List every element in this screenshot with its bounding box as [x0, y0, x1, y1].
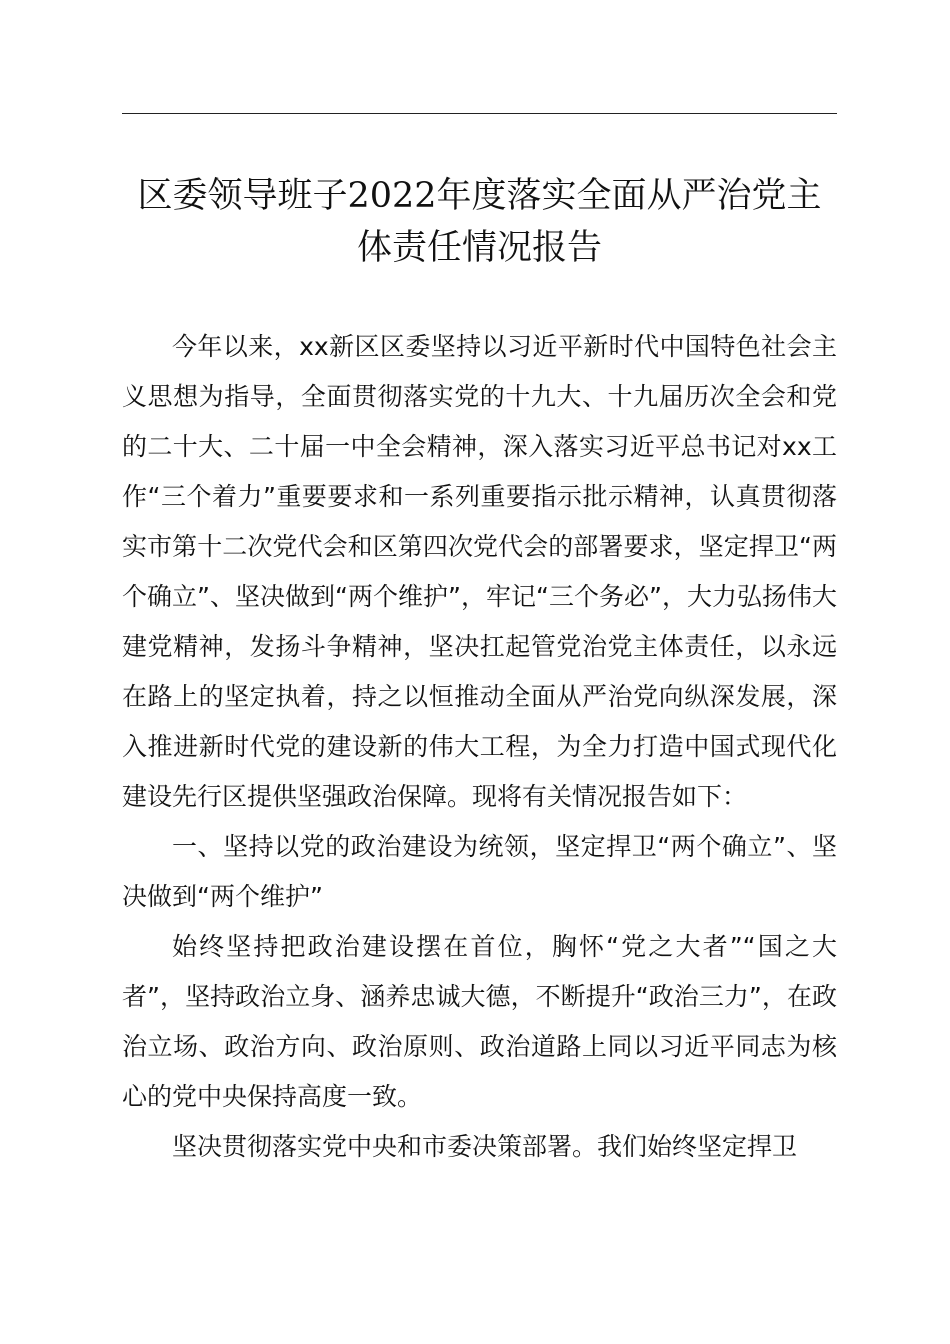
paragraph-political-building: 始终坚持把政治建设摆在首位，胸怀“党之大者”“国之大者”，坚持政治立身、涵养忠诚大德，不断提升“政治三力”，在政治立场、政治方向、政治原则、政治道路上同以习近平同志为核心的党中央保持高度一致。 [122, 932, 837, 1111]
document-body [122, 322, 837, 1172]
header-rule [122, 113, 837, 114]
document-title [122, 170, 837, 274]
title-line-1: 区委领导班子2022年度落实全面从严治党主 [137, 176, 822, 216]
section-heading-1: 一、坚持以党的政治建设为统领，坚定捍卫“两个确立”、坚决做到“两个维护” [122, 832, 837, 911]
paragraph-implementation: 坚决贯彻落实党中央和市委决策部署。我们始终坚定捍卫 [172, 1132, 798, 1161]
title-line-2: 体责任情况报告 [356, 228, 602, 268]
paragraph-intro: 今年以来，xx新区区委坚持以习近平新时代中国特色社会主义思想为指导，全面贯彻落实党的十九大、十九届历次全会和党的二十大、二十届一中全会精神，深入落实习近平总书记对xx工作“三个着力”重要要求和一系列重要指示批示精神，认真贯彻落实市第十二次党代会和区第四次党代会的部署要求，坚定捍卫“两个确立”、坚决做到“两个维护”，牢记“三个务必”，大力弘扬伟大建党精神，发扬斗争精神，坚决扛起管党治党主体责任，以永远在路上的坚定执着，持之以恒推动全面从严治党向纵深发展，深入推进新时代党的建设新的伟大工程，为全力打造中国式现代化建设先行区提供坚强政治保障。现将有关情况报告如下： [122, 332, 837, 811]
